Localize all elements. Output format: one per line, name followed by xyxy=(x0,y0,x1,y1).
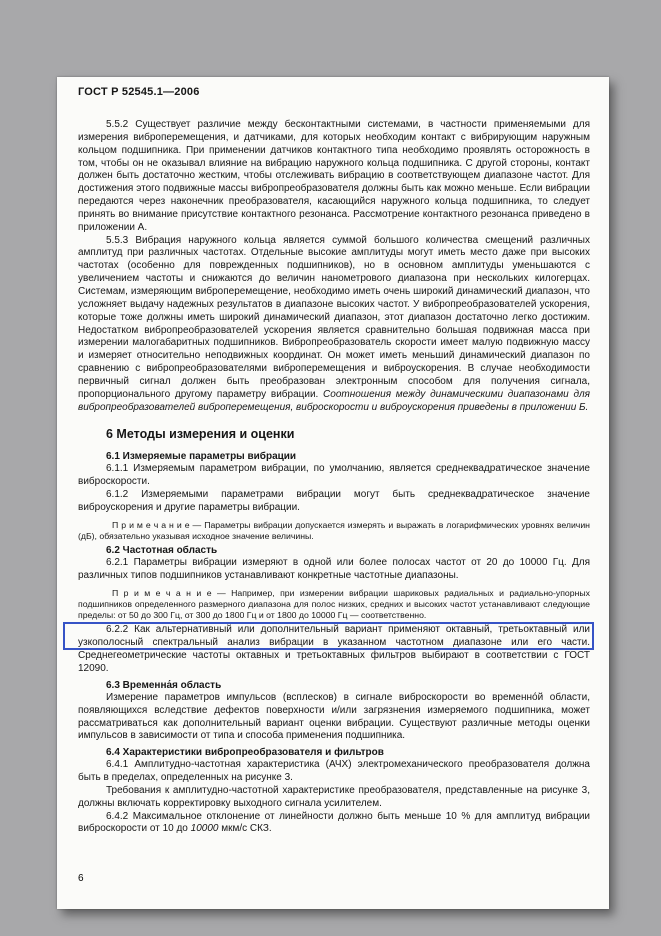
paragraph-6-1-1: 6.1.1 Измеряемым параметром вибрации, по умолчанию, является среднеквадратическое значение виброскорости. xyxy=(78,463,590,488)
section-6-1-heading: 6.1 Измеряемые параметры вибрации xyxy=(106,451,297,463)
paragraph-6-2-2: 6.2.2 Как альтернативный или дополнительный вариант применяют октавный, третьоктавный или узкополосный спектральный анализ вибрации в указанном частотном диапазоне или его части. Среднегеометрические частоты октавных и третьоктавных фильтров выбирают в соответствии с ГОСТ 12090. xyxy=(78,624,590,674)
paragraph-5-5-2: 5.5.2 Существует различие между бесконтактными системами, в частности применяемыми для измерения виброперемещения, и датчиками, для которых необходим контакт с вибрирующим наружным кольцом подшипника. При применении датчиков контактного типа необходимо проявлять осторожность в том, чтобы он не оказывал влияние на вибрацию наружного кольца подшипника. С другой стороны, контакт должен быть достаточно жестким, чтобы отслеживать вибрацию в соответствующем диапазоне частот. Для достижения этого подвижные массы вибропреобразователя должны быть как можно меньше. Если вибрации передаются через наконечник преобразователя, касающийся наружного кольца подшипника, то следует принять во внимание присутствие контактного резонанса. Рассмотрение контактного резонанса приведено в приложении А. xyxy=(78,119,590,233)
paragraph-6-2-2-wrapper xyxy=(78,624,590,675)
section-6-heading: 6 Методы измерения и оценки xyxy=(106,427,295,442)
page-number: 6 xyxy=(78,873,84,884)
note-6-1: П р и м е ч а н и е — Параметры вибрации допускается измерять и выражать в логарифмических уровнях величин (дБ), обязательно указывая исходное значение величины. xyxy=(78,519,590,541)
section-6-2-heading: 6.2 Частотная область xyxy=(106,545,218,557)
paragraph-6-4-2 xyxy=(78,811,590,837)
note-6-2: П р и м е ч а н и е — Например, при измерении вибрации шариковых радиальных и радиально-упорных подшипников определенного размерного диапазона для полос низких, средних и высоких частот устанавливают следующие пределы: от 50 до 300 Гц, от 300 до 1800 Гц и от 1800 до 10000 Гц — соответственно. xyxy=(78,588,590,620)
paragraph-5-5-3-italic-note: Соотношения между динамическими диапазонами для вибропреобразователей виброперемещения, виброскорости и виброускорения приведены в приложении Б. xyxy=(78,388,590,413)
document-page xyxy=(57,77,609,909)
paragraph-6-4-1-continued: Требования к амплитудно-частотной характеристике преобразователя, представленные на рисунке 3, должны включать корректировку выходного сигнала усилителем. xyxy=(78,784,590,809)
section-6-3-heading: 6.3 Временна́я область xyxy=(106,679,222,691)
paragraph-5-5-3 xyxy=(78,235,590,415)
paragraph-6-3: Измерение параметров импульсов (всплесков) в сигнале виброскорости во временно́й области, появляющихся вследствие дефектов поверхности и/или загрязнения измеряемого подшипника, может рассматриваться как дополнительный вариант оценки вибрации. Существуют различные методы оценки импульсов в зависимости от типа и способа применения подшипника. xyxy=(78,691,590,742)
document-header: ГОСТ Р 52545.1—2006 xyxy=(78,86,200,98)
paragraph-6-4-2-unit: мкм/с СКЗ. xyxy=(218,823,272,835)
paragraph-6-1-2: 6.1.2 Измеряемыми параметрами вибрации могут быть среднеквадратическое значение виброускорения и другие параметры вибрации. xyxy=(78,489,590,513)
page-content xyxy=(78,86,590,909)
paragraph-6-4-1: 6.4.1 Амплитудно-частотная характеристика (АЧХ) электромеханического преобразователя должна быть в пределах, определенных на рисунке 3. xyxy=(78,759,590,784)
paragraph-6-2-1: 6.2.1 Параметры вибрации измеряют в одной или более полосах частот от 20 до 10000 Гц. Для различных типов подшипников устанавливают конкретные частотные диапазоны. xyxy=(78,557,590,582)
paragraph-5-5-3-text: 5.5.3 Вибрация наружного кольца является суммой большого количества смещений различных амплитуд при различных частотах. Отдельные высокие амплитуды могут иметь место даже при высоких частотах (особенно для поврежденных подшипников), но в основном амплитуды уменьшаются с увеличением частоты и снижаются до величин нанометрового диапазона при нескольких килогерцах. Системам, измеряющим виброперемещение, необходимо иметь очень широкий динамический диапазон, что усложняет выдачу надежных результатов в диапазоне высоких частот. У вибропреобразователей ускорения, которые тоже должны иметь широкий динамический диапазон, этот диапазон достаточно легко достижим. Недостатком вибропреобразователей ускорения является сравнительно большая подвижная масса при измерении малогабаритных подшипников. Вибропреобразователь скорости имеет малую подвижную массу и измеряет относительно неподвижных координат. Он может иметь меньший динамический диапазон по сравнению с вибропреобразователями виброперемещения и виброускорения. В случае необходимости первичный сигнал должен быть преобразован электронным способом для получения сигнала, пропорционального другому параметру вибрации. xyxy=(78,234,590,400)
section-6-4-heading: 6.4 Характеристики вибропреобразователя и фильтров xyxy=(106,747,384,759)
paragraph-6-4-2-value: 10000 xyxy=(190,823,219,835)
paragraph-6-4-2-text: 6.4.2 Максимальное отклонение от линейности должно быть меньше 10 % для амплитуд вибрации виброскорости от 10 до xyxy=(78,810,590,835)
